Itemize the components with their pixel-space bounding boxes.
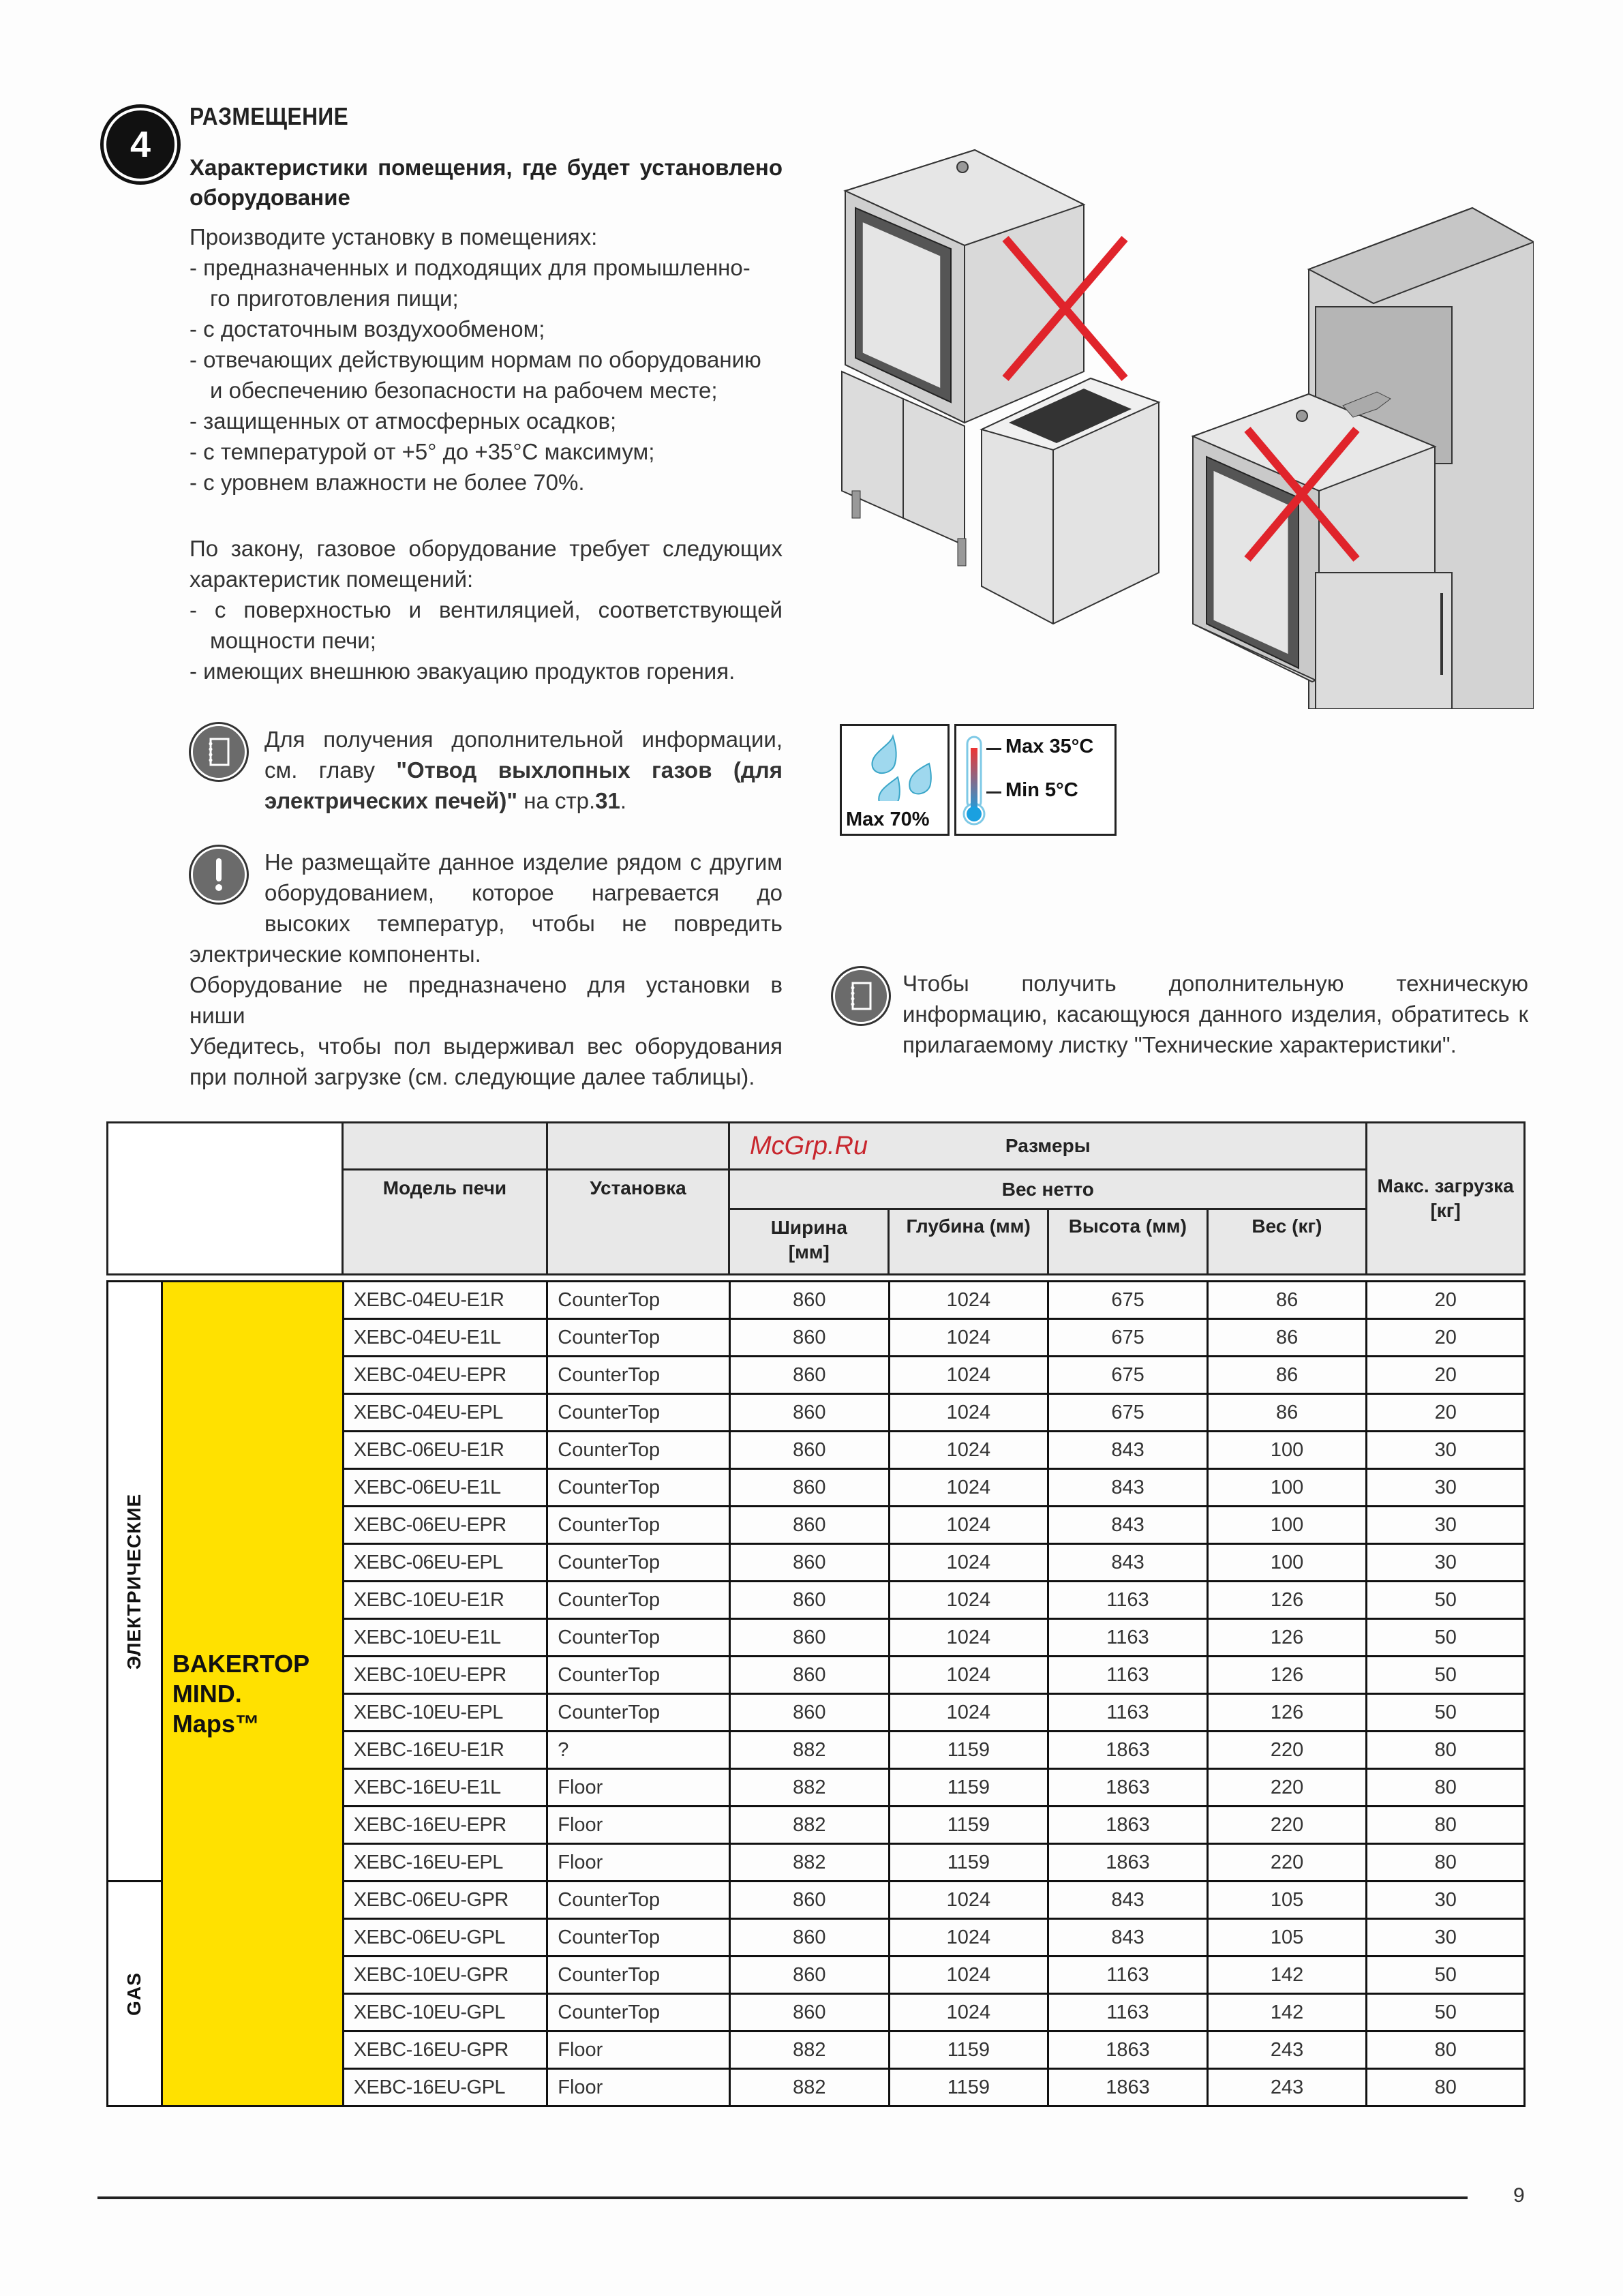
info-note-line: Для получения дополнительной информации, <box>264 727 783 752</box>
max-tick <box>986 748 1001 750</box>
cell-max-load: 30 <box>1367 1919 1525 1957</box>
water-drops-icon <box>842 726 947 801</box>
manual-icon <box>191 724 247 780</box>
header-blank <box>108 1123 343 1275</box>
cell-model: XEBC-10EU-EPL <box>343 1694 547 1732</box>
fryer-illustration <box>982 378 1159 624</box>
cell-height: 675 <box>1048 1394 1208 1432</box>
cell-height: 843 <box>1048 1919 1208 1957</box>
cell-weight: 86 <box>1207 1319 1367 1357</box>
header-net-weight: Вес нетто <box>729 1170 1367 1209</box>
header-depth: Глубина (мм) <box>889 1209 1048 1275</box>
cell-max-load: 80 <box>1367 2069 1525 2106</box>
tech-note-line: информацию, касающуюся данного изделия, обратитесь к <box>902 1001 1528 1027</box>
cell-depth: 1024 <box>889 1469 1048 1507</box>
header-installation: Установка <box>547 1170 729 1275</box>
cell-width: 860 <box>730 1882 890 1919</box>
header-blank-install <box>547 1123 729 1170</box>
cell-max-load: 80 <box>1367 1807 1525 1844</box>
cell-installation: CounterTop <box>547 1582 730 1619</box>
cell-height: 675 <box>1048 1319 1208 1357</box>
cell-model: XEBC-16EU-EPL <box>343 1844 547 1882</box>
cell-model: XEBC-16EU-GPL <box>343 2069 547 2106</box>
gas-item: мощности печи; <box>210 628 376 653</box>
category-gas <box>108 1882 162 2106</box>
cell-weight: 86 <box>1207 1282 1367 1319</box>
cell-installation: CounterTop <box>547 1319 730 1357</box>
cell-max-load: 50 <box>1367 1582 1525 1619</box>
cell-installation: CounterTop <box>547 1394 730 1432</box>
tech-info-note <box>833 968 1528 1060</box>
cell-weight: 100 <box>1207 1432 1367 1469</box>
info-note-line: электрических печей)" на стр.31. <box>264 788 627 813</box>
requirement-item: - отвечающих действующим нормам по оборудованию <box>189 347 761 372</box>
page-number: 9 <box>1513 2184 1525 2207</box>
cell-model: XEBC-10EU-E1R <box>343 1582 547 1619</box>
cell-depth: 1024 <box>889 1957 1048 1994</box>
cell-max-load: 20 <box>1367 1394 1525 1432</box>
cell-depth: 1024 <box>889 1432 1048 1469</box>
cell-weight: 126 <box>1207 1657 1367 1694</box>
cell-depth: 1024 <box>889 1544 1048 1582</box>
cell-max-load: 30 <box>1367 1432 1525 1469</box>
warning-note <box>191 847 783 939</box>
cell-weight: 126 <box>1207 1582 1367 1619</box>
tech-note-line: Чтобы получить дополнительную техническую <box>902 971 1528 996</box>
cell-depth: 1024 <box>889 1282 1048 1319</box>
cell-depth: 1159 <box>889 1807 1048 1844</box>
cell-weight: 86 <box>1207 1394 1367 1432</box>
spec-table <box>106 1280 1526 2107</box>
cell-height: 843 <box>1048 1544 1208 1582</box>
warning-line: оборудованием, которое нагревается до <box>264 880 783 905</box>
chapter-reference[interactable]: "Отвод выхлопных газов (для <box>396 757 783 783</box>
cell-installation: ? <box>547 1732 730 1769</box>
cell-model: XEBC-10EU-EPR <box>343 1657 547 1694</box>
cell-model: XEBC-06EU-E1R <box>343 1432 547 1469</box>
gas-item: - с поверхностью и вентиляцией, соответствующей <box>189 597 783 622</box>
cell-weight: 86 <box>1207 1357 1367 1394</box>
cell-height: 675 <box>1048 1357 1208 1394</box>
cell-max-load: 80 <box>1367 1732 1525 1769</box>
cell-max-load: 80 <box>1367 1844 1525 1882</box>
category-label: GAS <box>123 1972 145 2016</box>
cell-height: 843 <box>1048 1882 1208 1919</box>
warning-line: Не размещайте данное изделие рядом с другим <box>264 849 783 875</box>
cell-installation: CounterTop <box>547 1544 730 1582</box>
cell-width: 860 <box>730 1657 890 1694</box>
cell-installation: CounterTop <box>547 1694 730 1732</box>
cell-width: 882 <box>730 1844 890 1882</box>
installation-illustration <box>838 136 1534 709</box>
cell-max-load: 20 <box>1367 1282 1525 1319</box>
table-row <box>108 1282 1525 1319</box>
cell-depth: 1024 <box>889 1694 1048 1732</box>
cell-installation: Floor <box>547 1844 730 1882</box>
temperature-max-label: Max 35°C <box>1005 736 1094 757</box>
cell-height: 1163 <box>1048 1694 1208 1732</box>
header-width: Ширина [мм] <box>729 1209 889 1275</box>
cell-width: 860 <box>730 1694 890 1732</box>
footer-rule <box>97 2196 1468 2199</box>
cell-weight: 243 <box>1207 2069 1367 2106</box>
cell-weight: 142 <box>1207 1957 1367 1994</box>
warning-line: электрические компоненты. <box>189 941 481 967</box>
cell-installation: CounterTop <box>547 1657 730 1694</box>
cell-width: 860 <box>730 1282 890 1319</box>
gas-intro: характеристик помещений: <box>189 567 474 592</box>
humidity-max-label: Max 70% <box>846 809 930 830</box>
cell-installation: Floor <box>547 1769 730 1807</box>
brand-line: BAKERTOP <box>172 1649 310 1678</box>
cell-depth: 1159 <box>889 2069 1048 2106</box>
cell-weight: 100 <box>1207 1469 1367 1507</box>
cell-weight: 105 <box>1207 1882 1367 1919</box>
cell-max-load: 50 <box>1367 1619 1525 1657</box>
section-title: РАЗМЕЩЕНИЕ <box>189 102 349 130</box>
cell-max-load: 50 <box>1367 1694 1525 1732</box>
step-number-badge: 4 <box>104 108 177 181</box>
cell-model: XEBC-04EU-EPL <box>343 1394 547 1432</box>
cell-model: XEBC-06EU-EPR <box>343 1507 547 1544</box>
cell-weight: 105 <box>1207 1919 1367 1957</box>
cell-depth: 1159 <box>889 2031 1048 2069</box>
thermometer-icon <box>962 736 986 828</box>
requirement-item: - защищенных от атмосферных осадков; <box>189 408 617 434</box>
min-tick <box>986 791 1001 794</box>
cell-depth: 1024 <box>889 1619 1048 1657</box>
requirement-item: и обеспечению безопасности на рабочем месте; <box>210 378 718 403</box>
extra-line: Убедитесь, чтобы пол выдерживал вес оборудования <box>189 1033 783 1059</box>
cell-depth: 1024 <box>889 1882 1048 1919</box>
cell-installation: CounterTop <box>547 1432 730 1469</box>
cell-depth: 1024 <box>889 1582 1048 1619</box>
watermark: McGrp.Ru <box>750 1132 868 1160</box>
requirement-item: - с температурой от +5° до +35°С максимум; <box>189 439 655 464</box>
cell-width: 860 <box>730 1469 890 1507</box>
cell-weight: 243 <box>1207 2031 1367 2069</box>
extra-text <box>189 939 783 1092</box>
cell-depth: 1024 <box>889 1319 1048 1357</box>
cell-model: XEBC-16EU-E1R <box>343 1732 547 1769</box>
header-height: Высота (мм) <box>1048 1209 1207 1275</box>
cell-width: 882 <box>730 2069 890 2106</box>
requirements-list <box>189 222 783 498</box>
cell-width: 860 <box>730 1919 890 1957</box>
cell-installation: CounterTop <box>547 1469 730 1507</box>
cell-max-load: 30 <box>1367 1469 1525 1507</box>
temperature-min-label: Min 5°C <box>1005 779 1078 801</box>
cell-installation: CounterTop <box>547 1919 730 1957</box>
cell-height: 675 <box>1048 1282 1208 1319</box>
cell-installation: Floor <box>547 2069 730 2106</box>
cell-max-load: 30 <box>1367 1507 1525 1544</box>
cell-height: 843 <box>1048 1507 1208 1544</box>
cell-width: 860 <box>730 1619 890 1657</box>
cell-model: XEBC-16EU-EPR <box>343 1807 547 1844</box>
cell-max-load: 20 <box>1367 1319 1525 1357</box>
cell-max-load: 80 <box>1367 2031 1525 2069</box>
cell-installation: CounterTop <box>547 1619 730 1657</box>
humidity-box <box>840 724 950 836</box>
cell-weight: 220 <box>1207 1769 1367 1807</box>
category-electric <box>108 1282 162 1882</box>
header-blank-model <box>343 1123 547 1170</box>
warning-icon <box>191 847 247 903</box>
cell-height: 1863 <box>1048 1769 1208 1807</box>
cell-installation: Floor <box>547 2031 730 2069</box>
cell-model: XEBC-04EU-E1L <box>343 1319 547 1357</box>
cell-width: 860 <box>730 1544 890 1582</box>
cell-width: 860 <box>730 1507 890 1544</box>
cell-width: 860 <box>730 1394 890 1432</box>
cell-max-load: 50 <box>1367 1994 1525 2031</box>
gas-requirements <box>189 533 783 686</box>
cell-height: 1163 <box>1048 1994 1208 2031</box>
cell-height: 1163 <box>1048 1619 1208 1657</box>
category-label: ЭЛЕКТРИЧЕСКИЕ <box>123 1493 145 1670</box>
cell-max-load: 20 <box>1367 1357 1525 1394</box>
cell-height: 1863 <box>1048 1807 1208 1844</box>
cell-weight: 220 <box>1207 1732 1367 1769</box>
cell-installation: CounterTop <box>547 1957 730 1994</box>
info-note-line: см. главу "Отвод выхлопных газов (для <box>264 757 783 783</box>
header-weight: Вес (кг) <box>1207 1209 1367 1275</box>
cell-depth: 1024 <box>889 1357 1048 1394</box>
requirement-item: - с уровнем влажности не более 70%. <box>189 470 585 495</box>
oven-in-niche-illustration <box>1193 208 1534 709</box>
cell-weight: 100 <box>1207 1544 1367 1582</box>
cell-depth: 1024 <box>889 1507 1048 1544</box>
cell-weight: 220 <box>1207 1807 1367 1844</box>
header-dimensions: Размеры <box>729 1123 1367 1170</box>
cell-depth: 1159 <box>889 1732 1048 1769</box>
cell-model: XEBC-04EU-E1R <box>343 1282 547 1319</box>
cell-model: XEBC-16EU-GPR <box>343 2031 547 2069</box>
gas-item: - имеющих внешнюю эвакуацию продуктов горения. <box>189 659 735 684</box>
cell-height: 843 <box>1048 1432 1208 1469</box>
cell-depth: 1024 <box>889 1394 1048 1432</box>
header-model: Модель печи <box>343 1170 547 1275</box>
cell-height: 1163 <box>1048 1957 1208 1994</box>
cell-model: XEBC-06EU-EPL <box>343 1544 547 1582</box>
cell-max-load: 30 <box>1367 1544 1525 1582</box>
requirement-item: - с достаточным воздухообменом; <box>189 316 545 342</box>
page-reference[interactable]: 31 <box>595 788 620 813</box>
cell-depth: 1024 <box>889 1919 1048 1957</box>
cell-height: 1163 <box>1048 1657 1208 1694</box>
cell-depth: 1159 <box>889 1844 1048 1882</box>
cell-weight: 126 <box>1207 1619 1367 1657</box>
cell-installation: CounterTop <box>547 1994 730 2031</box>
extra-line: при полной загрузке (см. следующие далее таблицы). <box>189 1064 755 1089</box>
extra-line: Оборудование не предназначено для установки в <box>189 972 783 997</box>
cell-width: 882 <box>730 1769 890 1807</box>
temperature-box <box>954 724 1117 836</box>
cell-weight: 100 <box>1207 1507 1367 1544</box>
cell-max-load: 50 <box>1367 1957 1525 1994</box>
brand-line: MIND. <box>172 1679 242 1708</box>
cell-width: 860 <box>730 1432 890 1469</box>
cell-installation: Floor <box>547 1807 730 1844</box>
cell-model: XEBC-10EU-GPR <box>343 1957 547 1994</box>
brand-cell <box>162 1282 343 2106</box>
section-subtitle: Характеристики помещения, где будет установлено оборудование <box>189 155 783 210</box>
cell-height: 1863 <box>1048 1844 1208 1882</box>
requirement-item: - предназначенных и подходящих для промышленно- <box>189 255 750 280</box>
cell-model: XEBC-06EU-GPR <box>343 1882 547 1919</box>
cell-model: XEBC-16EU-E1L <box>343 1769 547 1807</box>
brand-line: Maps™ <box>172 1709 260 1738</box>
cell-installation: CounterTop <box>547 1357 730 1394</box>
cell-height: 1863 <box>1048 1732 1208 1769</box>
cell-height: 1863 <box>1048 2069 1208 2106</box>
cell-height: 843 <box>1048 1469 1208 1507</box>
gas-intro: По закону, газовое оборудование требует следующих <box>189 536 783 561</box>
cell-max-load: 50 <box>1367 1657 1525 1694</box>
cell-width: 882 <box>730 1807 890 1844</box>
cell-depth: 1024 <box>889 1657 1048 1694</box>
header-max-load: Макс. загрузка [кг] <box>1367 1123 1525 1275</box>
manual-icon <box>833 968 889 1024</box>
warning-line: высоких температур, чтобы не повредить <box>264 911 783 936</box>
cell-width: 860 <box>730 1357 890 1394</box>
requirements-intro: Производите установку в помещениях: <box>189 224 598 250</box>
cell-width: 860 <box>730 1994 890 2031</box>
cell-max-load: 30 <box>1367 1882 1525 1919</box>
cell-depth: 1159 <box>889 1769 1048 1807</box>
tech-note-line: прилагаемому листку "Технические характеристики". <box>902 1032 1457 1057</box>
cell-height: 1863 <box>1048 2031 1208 2069</box>
cell-height: 1163 <box>1048 1582 1208 1619</box>
cell-depth: 1024 <box>889 1994 1048 2031</box>
cell-model: XEBC-04EU-EPR <box>343 1357 547 1394</box>
cell-model: XEBC-10EU-E1L <box>343 1619 547 1657</box>
cell-weight: 126 <box>1207 1694 1367 1732</box>
cell-width: 882 <box>730 1732 890 1769</box>
cell-weight: 142 <box>1207 1994 1367 2031</box>
cell-model: XEBC-06EU-GPL <box>343 1919 547 1957</box>
cell-width: 882 <box>730 2031 890 2069</box>
cell-installation: CounterTop <box>547 1282 730 1319</box>
cell-model: XEBC-06EU-E1L <box>343 1469 547 1507</box>
cell-width: 860 <box>730 1957 890 1994</box>
requirement-item: го приготовления пищи; <box>210 286 459 311</box>
cell-width: 860 <box>730 1319 890 1357</box>
info-note <box>191 724 783 816</box>
cell-max-load: 80 <box>1367 1769 1525 1807</box>
extra-line: ниши <box>189 1003 245 1028</box>
cell-weight: 220 <box>1207 1844 1367 1882</box>
cell-installation: CounterTop <box>547 1882 730 1919</box>
cell-model: XEBC-10EU-GPL <box>343 1994 547 2031</box>
cell-width: 860 <box>730 1582 890 1619</box>
cell-installation: CounterTop <box>547 1507 730 1544</box>
